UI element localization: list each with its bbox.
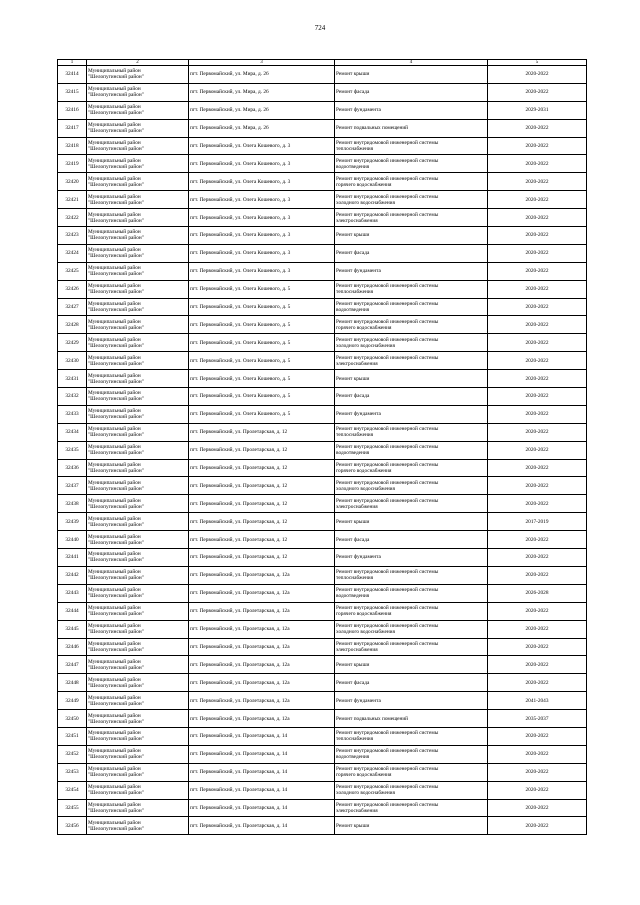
period-cell: 2020-2022: [488, 620, 587, 638]
period-cell: 2020-2022: [488, 66, 587, 84]
address-cell: пгт. Первомайский, ул. Мира, д. 26: [189, 83, 335, 101]
address-cell: пгт. Первомайский, ул. Пролетарская, д. 12а: [189, 566, 335, 584]
row-id-cell: 32418: [58, 137, 87, 155]
address-cell: пгт. Первомайский, ул. Олега Кошевого, д. 5: [189, 370, 335, 388]
municipality-cell: Муниципальный район "Шелопугинский район": [87, 280, 189, 298]
row-id-cell: 32444: [58, 602, 87, 620]
table-row: [58, 656, 587, 674]
table-row: [58, 602, 587, 620]
table-row: [58, 799, 587, 817]
table-row: [58, 423, 587, 441]
table-row: [58, 692, 587, 710]
table-row: [58, 441, 587, 459]
work-type-cell: Ремонт фундамента: [335, 262, 488, 280]
address-cell: пгт. Первомайский, ул. Пролетарская, д. 12: [189, 531, 335, 549]
address-cell: пгт. Первомайский, ул. Олега Кошевого, д. 5: [189, 280, 335, 298]
period-cell: 2020-2022: [488, 817, 587, 835]
work-type-cell: Ремонт фасада: [335, 83, 488, 101]
row-id-cell: 32449: [58, 692, 87, 710]
municipality-cell: Муниципальный район "Шелопугинский район": [87, 370, 189, 388]
row-id-cell: 32450: [58, 710, 87, 728]
row-id-cell: 32416: [58, 101, 87, 119]
table-row: [58, 584, 587, 602]
municipality-cell: Муниципальный район "Шелопугинский район": [87, 727, 189, 745]
municipality-cell: Муниципальный район "Шелопугинский район": [87, 119, 189, 137]
work-type-cell: Ремонт внутридомовой инженерной системы теплоснабжения: [335, 423, 488, 441]
municipality-cell: Муниципальный район "Шелопугинский район": [87, 602, 189, 620]
table-row: [58, 244, 587, 262]
address-cell: пгт. Первомайский, ул. Пролетарская, д. 12: [189, 495, 335, 513]
table-row: [58, 262, 587, 280]
period-cell: 2017-2019: [488, 513, 587, 531]
row-id-cell: 32453: [58, 763, 87, 781]
table-row: [58, 638, 587, 656]
row-id-cell: 32426: [58, 280, 87, 298]
table-row: [58, 388, 587, 406]
period-cell: 2020-2022: [488, 244, 587, 262]
address-cell: пгт. Первомайский, ул. Пролетарская, д. 12а: [189, 620, 335, 638]
period-cell: 2020-2022: [488, 316, 587, 334]
row-id-cell: 32435: [58, 441, 87, 459]
table-row: [58, 209, 587, 227]
period-cell: 2020-2022: [488, 781, 587, 799]
work-type-cell: Ремонт внутридомовой инженерной системы теплоснабжения: [335, 280, 488, 298]
address-cell: пгт. Первомайский, ул. Пролетарская, д. 12а: [189, 584, 335, 602]
row-id-cell: 32423: [58, 227, 87, 245]
work-type-cell: Ремонт внутридомовой инженерной системы водоотведения: [335, 155, 488, 173]
work-type-cell: Ремонт внутридомовой инженерной системы горячего водоснабжения: [335, 316, 488, 334]
column-number: 1: [58, 60, 87, 66]
row-id-cell: 32421: [58, 191, 87, 209]
address-cell: пгт. Первомайский, ул. Пролетарская, д. 14: [189, 763, 335, 781]
municipality-cell: Муниципальный район "Шелопугинский район": [87, 674, 189, 692]
work-type-cell: Ремонт подвальных помещений: [335, 710, 488, 728]
municipality-cell: Муниципальный район "Шелопугинский район": [87, 566, 189, 584]
period-cell: 2020-2022: [488, 352, 587, 370]
work-type-cell: Ремонт внутридомовой инженерной системы горячего водоснабжения: [335, 602, 488, 620]
row-id-cell: 32445: [58, 620, 87, 638]
period-cell: 2020-2022: [488, 674, 587, 692]
municipality-cell: Муниципальный район "Шелопугинский район": [87, 262, 189, 280]
municipality-cell: Муниципальный район "Шелопугинский район": [87, 584, 189, 602]
period-cell: 2041-2043: [488, 692, 587, 710]
municipality-cell: Муниципальный район "Шелопугинский район": [87, 781, 189, 799]
work-type-cell: Ремонт внутридомовой инженерной системы водоотведения: [335, 745, 488, 763]
municipality-cell: Муниципальный район "Шелопугинский район": [87, 334, 189, 352]
municipality-cell: Муниципальный район "Шелопугинский район": [87, 352, 189, 370]
work-type-cell: Ремонт внутридомовой инженерной системы холодного водоснабжения: [335, 781, 488, 799]
address-cell: пгт. Первомайский, ул. Пролетарская, д. 12а: [189, 602, 335, 620]
address-cell: пгт. Первомайский, ул. Олега Кошевого, д. 5: [189, 388, 335, 406]
address-cell: пгт. Первомайский, ул. Мира, д. 26: [189, 66, 335, 84]
table-row: [58, 727, 587, 745]
work-type-cell: Ремонт фундамента: [335, 101, 488, 119]
municipality-cell: Муниципальный район "Шелопугинский район": [87, 209, 189, 227]
address-cell: пгт. Первомайский, ул. Олега Кошевого, д. 5: [189, 352, 335, 370]
period-cell: 2020-2022: [488, 83, 587, 101]
municipality-cell: Муниципальный район "Шелопугинский район": [87, 405, 189, 423]
table-row: [58, 66, 587, 84]
municipality-cell: Муниципальный район "Шелопугинский район": [87, 817, 189, 835]
row-id-cell: 32414: [58, 66, 87, 84]
work-type-cell: Ремонт внутридомовой инженерной системы водоотведения: [335, 298, 488, 316]
column-number: 5: [488, 60, 587, 66]
work-type-cell: Ремонт внутридомовой инженерной системы холодного водоснабжения: [335, 334, 488, 352]
work-type-cell: Ремонт крыши: [335, 817, 488, 835]
period-cell: 2020-2022: [488, 405, 587, 423]
row-id-cell: 32433: [58, 405, 87, 423]
address-cell: пгт. Первомайский, ул. Пролетарская, д. 12: [189, 549, 335, 567]
work-type-cell: Ремонт внутридомовой инженерной системы холодного водоснабжения: [335, 620, 488, 638]
table-row: [58, 459, 587, 477]
address-cell: пгт. Первомайский, ул. Олега Кошевого, д. 3: [189, 191, 335, 209]
row-id-cell: 32422: [58, 209, 87, 227]
period-cell: 2020-2022: [488, 298, 587, 316]
row-id-cell: 32439: [58, 513, 87, 531]
row-id-cell: 32429: [58, 334, 87, 352]
period-cell: 2020-2022: [488, 495, 587, 513]
work-type-cell: Ремонт внутридомовой инженерной системы электроснабжения: [335, 638, 488, 656]
address-cell: пгт. Первомайский, ул. Олега Кошевого, д. 3: [189, 173, 335, 191]
municipality-cell: Муниципальный район "Шелопугинский район": [87, 83, 189, 101]
row-id-cell: 32417: [58, 119, 87, 137]
period-cell: 2020-2022: [488, 477, 587, 495]
period-cell: 2020-2022: [488, 566, 587, 584]
row-id-cell: 32446: [58, 638, 87, 656]
row-id-cell: 32454: [58, 781, 87, 799]
row-id-cell: 32430: [58, 352, 87, 370]
municipality-cell: Муниципальный район "Шелопугинский район": [87, 101, 189, 119]
address-cell: пгт. Первомайский, ул. Пролетарская, д. 12а: [189, 674, 335, 692]
address-cell: пгт. Первомайский, ул. Олега Кошевого, д. 3: [189, 262, 335, 280]
work-type-cell: Ремонт фасада: [335, 244, 488, 262]
row-id-cell: 32427: [58, 298, 87, 316]
municipality-cell: Муниципальный район "Шелопугинский район": [87, 388, 189, 406]
work-type-cell: Ремонт подвальных помещений: [335, 119, 488, 137]
table-row: [58, 745, 587, 763]
address-cell: пгт. Первомайский, ул. Пролетарская, д. 12а: [189, 638, 335, 656]
municipality-cell: Муниципальный район "Шелопугинский район": [87, 137, 189, 155]
municipality-cell: Муниципальный район "Шелопугинский район": [87, 227, 189, 245]
work-type-cell: Ремонт крыши: [335, 227, 488, 245]
municipality-cell: Муниципальный район "Шелопугинский район": [87, 66, 189, 84]
work-type-cell: Ремонт внутридомовой инженерной системы электроснабжения: [335, 799, 488, 817]
work-type-cell: Ремонт внутридомовой инженерной системы теплоснабжения: [335, 137, 488, 155]
municipality-cell: Муниципальный район "Шелопугинский район": [87, 441, 189, 459]
row-id-cell: 32420: [58, 173, 87, 191]
table-row: [58, 280, 587, 298]
row-id-cell: 32428: [58, 316, 87, 334]
row-id-cell: 32440: [58, 531, 87, 549]
address-cell: пгт. Первомайский, ул. Пролетарская, д. 12а: [189, 692, 335, 710]
row-id-cell: 32438: [58, 495, 87, 513]
work-type-cell: Ремонт внутридомовой инженерной системы теплоснабжения: [335, 727, 488, 745]
work-type-cell: Ремонт внутридомовой инженерной системы холодного водоснабжения: [335, 477, 488, 495]
address-cell: пгт. Первомайский, ул. Пролетарская, д. 12а: [189, 710, 335, 728]
register-table: [57, 59, 587, 835]
period-cell: 2020-2022: [488, 423, 587, 441]
municipality-cell: Муниципальный район "Шелопугинский район": [87, 316, 189, 334]
period-cell: 2020-2022: [488, 727, 587, 745]
municipality-cell: Муниципальный район "Шелопугинский район": [87, 155, 189, 173]
address-cell: пгт. Первомайский, ул. Олега Кошевого, д. 5: [189, 316, 335, 334]
table-row: [58, 119, 587, 137]
table-row: [58, 83, 587, 101]
municipality-cell: Муниципальный район "Шелопугинский район": [87, 298, 189, 316]
period-cell: 2020-2022: [488, 745, 587, 763]
period-cell: 2020-2022: [488, 191, 587, 209]
table-row: [58, 227, 587, 245]
address-cell: пгт. Первомайский, ул. Пролетарская, д. 14: [189, 745, 335, 763]
municipality-cell: Муниципальный район "Шелопугинский район": [87, 173, 189, 191]
row-id-cell: 32455: [58, 799, 87, 817]
municipality-cell: Муниципальный район "Шелопугинский район": [87, 531, 189, 549]
work-type-cell: Ремонт фасада: [335, 388, 488, 406]
row-id-cell: 32442: [58, 566, 87, 584]
address-cell: пгт. Первомайский, ул. Пролетарская, д. 12: [189, 423, 335, 441]
period-cell: 2020-2022: [488, 209, 587, 227]
row-id-cell: 32424: [58, 244, 87, 262]
table-row: [58, 495, 587, 513]
row-id-cell: 32434: [58, 423, 87, 441]
municipality-cell: Муниципальный район "Шелопугинский район": [87, 549, 189, 567]
table-row: [58, 155, 587, 173]
row-id-cell: 32447: [58, 656, 87, 674]
row-id-cell: 32443: [58, 584, 87, 602]
period-cell: 2020-2022: [488, 441, 587, 459]
row-id-cell: 32448: [58, 674, 87, 692]
municipality-cell: Муниципальный район "Шелопугинский район": [87, 763, 189, 781]
period-cell: 2020-2022: [488, 459, 587, 477]
period-cell: 2020-2022: [488, 531, 587, 549]
table-row: [58, 352, 587, 370]
municipality-cell: Муниципальный район "Шелопугинский район": [87, 710, 189, 728]
address-cell: пгт. Первомайский, ул. Олега Кошевого, д. 5: [189, 405, 335, 423]
row-id-cell: 32432: [58, 388, 87, 406]
address-cell: пгт. Первомайский, ул. Олега Кошевого, д. 3: [189, 137, 335, 155]
municipality-cell: Муниципальный район "Шелопугинский район": [87, 423, 189, 441]
work-type-cell: Ремонт фундамента: [335, 692, 488, 710]
address-cell: пгт. Первомайский, ул. Пролетарская, д. 12: [189, 459, 335, 477]
work-type-cell: Ремонт фасада: [335, 531, 488, 549]
table-row: [58, 763, 587, 781]
period-cell: 2020-2022: [488, 280, 587, 298]
municipality-cell: Муниципальный район "Шелопугинский район": [87, 495, 189, 513]
work-type-cell: Ремонт внутридомовой инженерной системы горячего водоснабжения: [335, 763, 488, 781]
work-type-cell: Ремонт внутридомовой инженерной системы холодного водоснабжения: [335, 191, 488, 209]
row-id-cell: 32431: [58, 370, 87, 388]
address-cell: пгт. Первомайский, ул. Пролетарская, д. 12: [189, 477, 335, 495]
table-row: [58, 298, 587, 316]
row-id-cell: 32419: [58, 155, 87, 173]
table-row: [58, 817, 587, 835]
work-type-cell: Ремонт внутридомовой инженерной системы горячего водоснабжения: [335, 173, 488, 191]
address-cell: пгт. Первомайский, ул. Олега Кошевого, д. 5: [189, 298, 335, 316]
address-cell: пгт. Первомайский, ул. Пролетарская, д. 14: [189, 799, 335, 817]
municipality-cell: Муниципальный район "Шелопугинский район": [87, 745, 189, 763]
table-row: [58, 710, 587, 728]
table-row: [58, 781, 587, 799]
table-row: [58, 531, 587, 549]
period-cell: 2020-2022: [488, 799, 587, 817]
period-cell: 2020-2022: [488, 262, 587, 280]
table-row: [58, 101, 587, 119]
period-cell: 2020-2022: [488, 370, 587, 388]
row-id-cell: 32441: [58, 549, 87, 567]
municipality-cell: Муниципальный район "Шелопугинский район": [87, 459, 189, 477]
period-cell: 2020-2022: [488, 334, 587, 352]
table-row: [58, 477, 587, 495]
table-row: [58, 191, 587, 209]
work-type-cell: Ремонт внутридомовой инженерной системы горячего водоснабжения: [335, 459, 488, 477]
work-type-cell: Ремонт крыши: [335, 513, 488, 531]
period-cell: 2020-2022: [488, 763, 587, 781]
row-id-cell: 32452: [58, 745, 87, 763]
table-row: [58, 316, 587, 334]
work-type-cell: Ремонт крыши: [335, 656, 488, 674]
municipality-cell: Муниципальный район "Шелопугинский район": [87, 799, 189, 817]
row-id-cell: 32451: [58, 727, 87, 745]
column-number: 3: [189, 60, 335, 66]
table-row: [58, 334, 587, 352]
municipality-cell: Муниципальный район "Шелопугинский район": [87, 638, 189, 656]
row-id-cell: 32415: [58, 83, 87, 101]
work-type-cell: Ремонт внутридомовой инженерной системы электроснабжения: [335, 352, 488, 370]
address-cell: пгт. Первомайский, ул. Олега Кошевого, д. 5: [189, 334, 335, 352]
municipality-cell: Муниципальный район "Шелопугинский район": [87, 656, 189, 674]
address-cell: пгт. Первомайский, ул. Пролетарская, д. 12: [189, 441, 335, 459]
address-cell: пгт. Первомайский, ул. Олега Кошевого, д. 3: [189, 209, 335, 227]
address-cell: пгт. Первомайский, ул. Пролетарская, д. 14: [189, 781, 335, 799]
table-row: [58, 549, 587, 567]
work-type-cell: Ремонт внутридомовой инженерной системы водоотведения: [335, 441, 488, 459]
municipality-cell: Муниципальный район "Шелопугинский район": [87, 692, 189, 710]
municipality-cell: Муниципальный район "Шелопугинский район": [87, 477, 189, 495]
municipality-cell: Муниципальный район "Шелопугинский район": [87, 244, 189, 262]
address-cell: пгт. Первомайский, ул. Пролетарская, д. 14: [189, 817, 335, 835]
work-type-cell: Ремонт внутридомовой инженерной системы водоотведения: [335, 584, 488, 602]
period-cell: 2035-2037: [488, 710, 587, 728]
table-row: [58, 566, 587, 584]
table-row: [58, 513, 587, 531]
address-cell: пгт. Первомайский, ул. Мира, д. 26: [189, 101, 335, 119]
address-cell: пгт. Первомайский, ул. Пролетарская, д. 12: [189, 513, 335, 531]
municipality-cell: Муниципальный район "Шелопугинский район": [87, 513, 189, 531]
table-row: [58, 370, 587, 388]
column-number: 2: [87, 60, 189, 66]
period-cell: 2020-2022: [488, 388, 587, 406]
period-cell: 2029-2031: [488, 101, 587, 119]
column-number: 4: [335, 60, 488, 66]
address-cell: пгт. Первомайский, ул. Олега Кошевого, д. 3: [189, 155, 335, 173]
page-number: 724: [314, 24, 326, 32]
period-cell: 2020-2022: [488, 155, 587, 173]
work-type-cell: Ремонт внутридомовой инженерной системы теплоснабжения: [335, 566, 488, 584]
period-cell: 2020-2022: [488, 119, 587, 137]
table-row: [58, 405, 587, 423]
row-id-cell: 32425: [58, 262, 87, 280]
work-type-cell: Ремонт фасада: [335, 674, 488, 692]
work-type-cell: Ремонт внутридомовой инженерной системы электроснабжения: [335, 209, 488, 227]
period-cell: 2020-2022: [488, 549, 587, 567]
period-cell: 2020-2022: [488, 656, 587, 674]
work-type-cell: Ремонт крыши: [335, 66, 488, 84]
period-cell: 2020-2022: [488, 137, 587, 155]
municipality-cell: Муниципальный район "Шелопугинский район": [87, 620, 189, 638]
row-id-cell: 32456: [58, 817, 87, 835]
table-row: [58, 620, 587, 638]
period-cell: 2020-2022: [488, 173, 587, 191]
work-type-cell: Ремонт фундамента: [335, 405, 488, 423]
address-cell: пгт. Первомайский, ул. Пролетарская, д. 14: [189, 727, 335, 745]
table-row: [58, 674, 587, 692]
period-cell: 2020-2022: [488, 638, 587, 656]
table-body: [58, 66, 587, 835]
work-type-cell: Ремонт фундамента: [335, 549, 488, 567]
table-row: [58, 137, 587, 155]
row-id-cell: 32436: [58, 459, 87, 477]
address-cell: пгт. Первомайский, ул. Пролетарская, д. 12а: [189, 656, 335, 674]
row-id-cell: 32437: [58, 477, 87, 495]
address-cell: пгт. Первомайский, ул. Олега Кошевого, д. 3: [189, 227, 335, 245]
address-cell: пгт. Первомайский, ул. Олега Кошевого, д. 3: [189, 244, 335, 262]
period-cell: 2020-2022: [488, 227, 587, 245]
municipality-cell: Муниципальный район "Шелопугинский район": [87, 191, 189, 209]
table-row: [58, 173, 587, 191]
work-type-cell: Ремонт внутридомовой инженерной системы электроснабжения: [335, 495, 488, 513]
work-type-cell: Ремонт крыши: [335, 370, 488, 388]
period-cell: 2026-2028: [488, 584, 587, 602]
address-cell: пгт. Первомайский, ул. Мира, д. 26: [189, 119, 335, 137]
period-cell: 2020-2022: [488, 602, 587, 620]
